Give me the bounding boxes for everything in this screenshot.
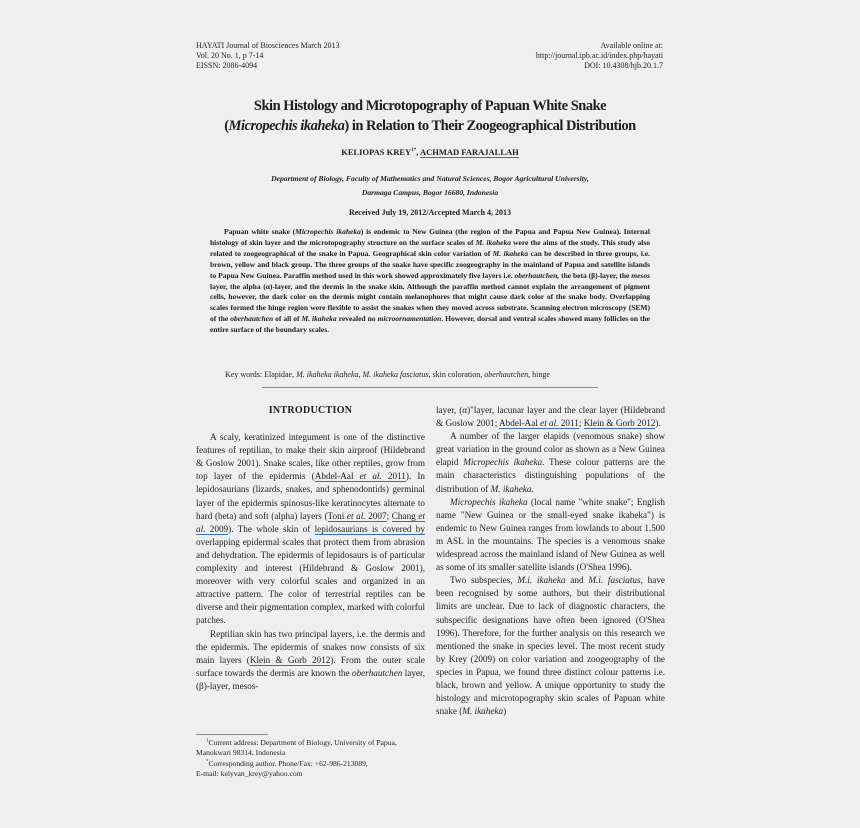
author-2-link[interactable]: ACHMAD FARAJALLAH bbox=[419, 147, 519, 157]
footnote-email: E-mail: kelyvan_krey@yahoo.com bbox=[196, 769, 303, 779]
title-line-2: (Micropechis ikaheka) in Relation to Their Zoogeographical Distribution bbox=[224, 118, 636, 134]
journal-name: HAYATI Journal of Biosciences March 2013 bbox=[196, 41, 340, 50]
journal-url-link[interactable]: http://journal.ipb.ac.id/index.php/hayati bbox=[535, 51, 663, 60]
author-1-marks: 1* bbox=[411, 148, 417, 154]
journal-header-left bbox=[196, 41, 339, 71]
body-column-right bbox=[436, 404, 665, 718]
footnotes bbox=[196, 738, 425, 780]
journal-eissn: EISSN: 2086-4094 bbox=[196, 61, 258, 70]
journal-volume: Vol. 20 No. 1, p 7-14 bbox=[196, 51, 264, 60]
title-line-1: Skin Histology and Microtopography of Papuan White Snake bbox=[253, 98, 607, 114]
introduction-heading: INTRODUCTION bbox=[268, 405, 353, 416]
keywords: Key words: Elapidae, M. ikaheka ikaheka, M. ikaheka fasciatus, skin coloration, oberhautchen, hinge bbox=[225, 370, 550, 379]
footnote-corresponding: *Corresponding author. Phone/Fax: +62-986-213089, bbox=[206, 758, 368, 768]
citation-link[interactable]: Abdel-Aal et al. 2011 bbox=[499, 418, 579, 429]
author-1: KELIOPAS KREY bbox=[341, 147, 412, 157]
footnote-divider bbox=[196, 734, 268, 735]
paragraph: A scaly, keratinized integument is one of the distinctive features of reptilian, to make their skin airproof (Hildebrand & Goslow 2001). Snake scales, like other reptiles, grow from top layer of the epidermis (Abdel-Aal et al. 2011). In lepidosaurians (lizards, snakes, and sphenodontids) germinal layer of the epidermis spinosus-like keratinocytes alternate to hard (beta) and soft (alpha) layers (Toni et al. 2007; Chang et al. 2009). The whole skin of lepidosaurians is covered by overlapping epidermal scales that protect them from abrasion and dehydration. The epidermis of lepidosaurs is of particular complexity and interest (Hildebrand & Goslow 2001), moreover with very colorful scales and organized in an attractive pattern. The color of terrestrial reptiles can be diverse and their pigmentation complex, marked with colorful patches. bbox=[196, 432, 426, 626]
paragraph: Reptilian skin has two principal layers, i.e. the dermis and the epidermis. The epidermis of snakes now consists of six main layers (Klein & Gorb 2012). From the outer scale surface towards the dermis are known the oberhautchen layer, (β)-layer, mesos- bbox=[196, 628, 425, 691]
citation-link[interactable]: Klein & Gorb 2012 bbox=[249, 654, 331, 665]
abstract-text: Papuan white snake (Micropechis ikaheka) is endemic to New Guinea (the region of the Papua and Papua New Guinea). Internal histology of skin layer and the microtopography structure on the surface scales of M. ikaheka were the aims of the study. This study also related to zoogeographical of the snake in Papua. Geographical skin color variation of M. ikaheka can be described in three groups, i.e. brown, yellow and black group. The three groups of the snake have specific zoogeography in the mainland of Papua and satellite islands to Papua New Guinea. Paraffin method used in this work showed approximately five layers i.e. oberhautchen, the beta (β)-layer, the mesos layer, the alpha (α)-layer, and the dermis in the snake skin. Although the paraffin method cannot explain the arrangement of pigment cells, however, the dark color on the dermis might contain melanophores that might cause dark color of the snake body. Overlapping scales formed the hinge region were flexible to assist the snakes when they moved across substrate. Scanning electron microscopy (SEM) of the oberhautchen of all of M. ikaheka revealed no microornamentation. However, dorsal and ventral scales showed many follicles on the entire surface of the boundary scales. bbox=[210, 227, 651, 335]
footnote-address: $^1$Current address: Department of Biology, University of Papua, Manokwari 98314, Indonesia bbox=[196, 738, 397, 758]
paragraph: A number of the larger elapids (venomous snake) show great variation in the ground color as shown as a New Guinea elapid Micropechis ikaheka. These colour patterns are the main characteristics distinguishing populations of the distribution of M. ikaheka. bbox=[436, 431, 666, 494]
title-species: Micropechis ikaheka bbox=[228, 118, 345, 134]
available-online-label: Available online at: bbox=[600, 41, 663, 50]
affiliation: Department of Biology, Faculty of Mathematics and Natural Sciences, Bogor Agricultural University, Darmaga Campus, Bogor 16680, Indonesia bbox=[271, 174, 589, 197]
doi: DOI: 10.4308/hjb.20.1.7 bbox=[584, 61, 663, 70]
highlighted-text[interactable]: lepidosaurians is covered by bbox=[314, 523, 425, 534]
abstract bbox=[210, 227, 650, 336]
received-date: Received July 19, 2012/Accepted March 4, 2013 bbox=[348, 208, 512, 217]
citation-link[interactable]: Chang et al. 2009 bbox=[196, 510, 426, 534]
journal-header-right bbox=[536, 41, 663, 71]
citation-link[interactable]: Abdel-Aal et al. 2011 bbox=[314, 471, 406, 482]
citation-link[interactable]: Klein & Gorb 2012 bbox=[583, 418, 656, 429]
paragraph: layer, (α)"layer, lacunar layer and the clear layer (Hildebrand & Goslow 2001; Abdel-Aal et al. 2011; Klein & Gorb 2012). bbox=[436, 405, 665, 429]
body-column-left bbox=[196, 404, 425, 693]
author-list: KELIOPAS $KREY^{1*}$, ACHMAD FARAJALLAH bbox=[341, 147, 519, 157]
paper-title bbox=[196, 96, 664, 136]
section-divider bbox=[262, 387, 598, 388]
citation-link[interactable]: Toni et al. 2007 bbox=[327, 510, 387, 521]
paragraph: Micropechis ikaheka (local name "white snake"; English name "New Guinea or the small-eyed snake ikaheka") is endemic to New Guinea ranges from lowlands to about 1.500 m ASL in the mountains. The species is a venomous snake widespread across the mainland island of New Guinea as well as some of its smaller satellite islands (O'Shea 1996). bbox=[436, 496, 665, 573]
paragraph: Two subspecies, M.i. ikaheka and M.i. fasciatus, have been recognised by some authors, but their distributional limits are unclear. Due to lack of diagnostic characters, the subspecific designations have often been ignored (O'Shea 1996). Therefore, for the further analysis on this research we mentioned the snake in species level. The most recent study by Krey (2009) on color variation and zoogeography of the species in Papua, we found three distinct colour patterns i.e. black, brown and yellow. A unique opportunity to study the histology and microtopography skin scales of Papuan white snake (M. ikaheka) bbox=[436, 575, 666, 717]
